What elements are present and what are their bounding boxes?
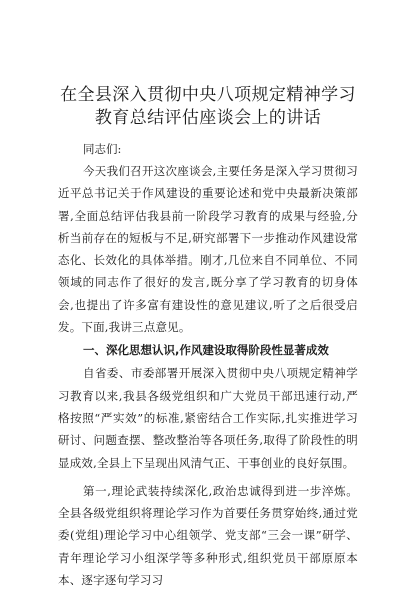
salutation: 同志们: bbox=[83, 142, 122, 156]
body-paragraph: 第一,理论武装持续深化,政治忠诚得到进一步淬炼。全县各级党组织将理论学习作为首要任务贯穿始终,通过党委(党组)理论学习中心组领学、党支部“三会一课”研学、青年理论学习小组深学等多种形式,组织党员干部原原本本、逐字逐句学习习 bbox=[58, 483, 358, 588]
intro-paragraph: 今天我们召开这次座谈会,主要任务是深入学习贯彻习近平总书记关于作风建设的重要论述和党中央最新决策部署,全面总结评估我县前一阶段学习教育的成果与经验,分析当前存在的短板与不足,研究部署下一步推动作风建设常态化、长效化的具体举措。刚才,几位来自不同单位、不同领域的同志作了很好的发言,既分享了学习教育的切身体会,也提出了许多富有建设性的意见建议,听了之后很受启发。下面,我讲三点意见。 bbox=[58, 164, 358, 335]
document-title: 在全县深入贯彻中央八项规定精神学习教育总结评估座谈会上的讲话 bbox=[60, 85, 356, 128]
section-heading: 一、深化思想认识,作风建设取得阶段性显著成效 bbox=[83, 343, 329, 358]
body-paragraph: 自省委、市委部署开展深入贯彻中央八项规定精神学习教育以来,我县各级党组织和广大党员干部迅速行动,严格按照“严实效”的标准,紧密结合工作实际,扎实推进学习研讨、问题查摆、整改整治等各项任务,取得了阶段性的明显成效,全县上下呈现出风清气正、干事创业的良好氛围。 bbox=[58, 366, 358, 470]
